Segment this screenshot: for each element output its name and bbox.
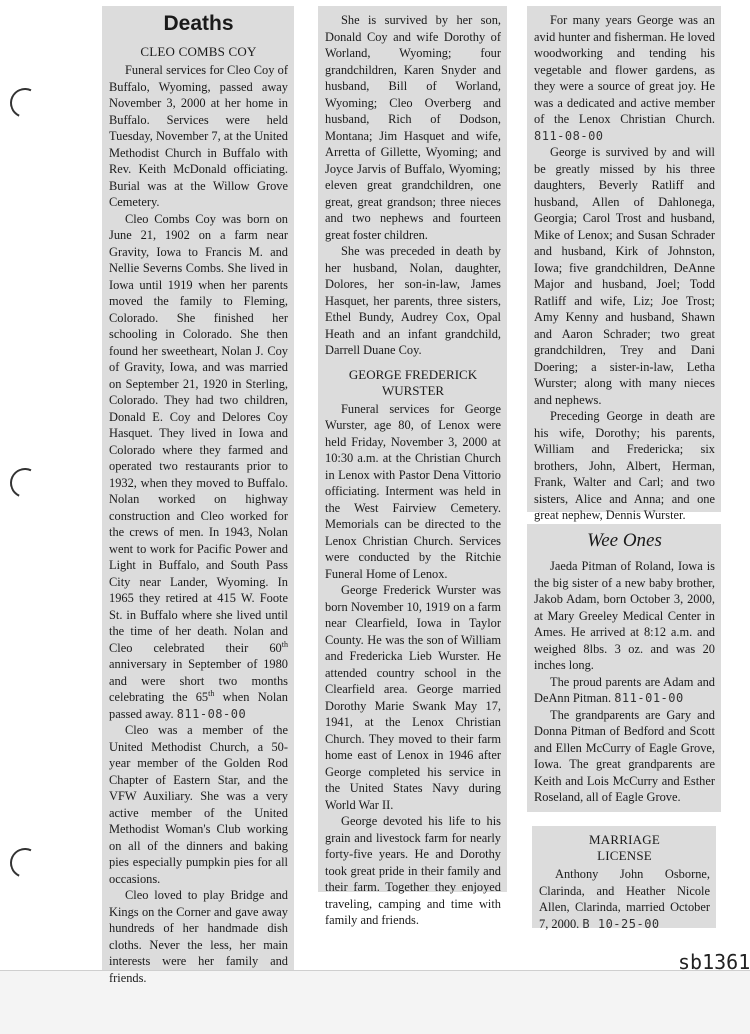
george-biography-paragraph: George Frederick Wurster was born November 10, 1919 on a farm near Clearfield, Iowa in Taylor County. He was the son of William and Fredericka Lieb Wurster. He attended country school in the Clearfield area. George married Dorothy Marie Swank May 17, 1941, at the Lenox Christian Church. They moved to their farm home east of Lenox in 1946 after George completed his service in the United States Navy during World War II. [325,583,501,812]
george-preceded-paragraph: Preceding George in death are his wife, Dorothy; his parents, William and Fredericka; six brothers, John, Albert, Herman, Frank, Walter and Carl; and two sisters, Alice and Anna; and one great nephew, Dennis Wurster. [534,409,715,522]
george-obituary-title: GEORGE FREDERICK WURSTER [348,366,478,398]
handwritten-date: 811-08-00 [176,706,247,721]
george-farm-paragraph: George devoted his life to his grain and livestock farm for nearly forty-five years. He and Dorothy took great pride in their family and their farm. Together they enjoyed traveling, camping and time with family and friends. [325,814,501,927]
wee-ones-clipping [527,524,721,812]
wee-ones-grandparents-paragraph: The grandparents are Gary and Donna Pitman of Bedford and Scott and Ellen McCurry of Eagle Grove, Iowa. The great grandparents are Keith and Lois McCurry and Esther Roseland, all of Eagle Grove. [534,707,715,804]
cleo-memberships-paragraph: Cleo was a member of the United Methodist Church, a 50-year member of the Golden Rod Chapter of Eastern Star, and the VFW Auxiliary. She was a very active member of the United Methodist Woman's Club working on all of the dinners and baking pies especially pumpkin pies for all occasions. [109,723,288,886]
handwritten-date: B 10-25-00 [582,916,660,931]
wee-ones-birth-paragraph: Jaeda Pitman of Roland, Iowa is the big sister of a new baby brother, Jakob Adam, born October 3, 2000, at Mary Greeley Medical Center in Ames. He arrived at 8:12 a.m. and weighed 8lbs. 3 oz. and was 20 inches long. [534,559,715,672]
cleo-preceded-paragraph: She was preceded in death by her husband, Nolan, daughter, Dolores, her son-in-law, James Hasquet, her parents, three sisters, Ethel Bundy, Audrey Cox, Opal Heath and an infant grandchild, Darrell Duane Coy. [325,244,501,357]
deaths-clipping-column-2 [318,6,507,927]
binder-hole-top [6,84,44,122]
marriage-license-paragraph: Anthony John Osborne, Clarinda, and Heather Nicole Allen, Clarinda, married October 7, 2000. B 10-25-00 [539,867,710,931]
wee-ones-parents-paragraph: The proud parents are Adam and DeAnn Pitman. 811-01-00 [534,674,715,705]
cleo-survivors-paragraph: She is survived by her son, Donald Coy and wife Dorothy of Worland, Wyoming; four grandchildren, Karen Snyder and husband, Bill of Worland, Wyoming; Cleo Overberg and husband, Rich of Dodson, Montana; Jim Hasquet and wife, Arretta of Gillette, Wyoming; and Joyce Jarvis of Buffalo, Wyoming; eleven great grandchildren, one great, great grandson; three nieces and two nephews and fourteen great foster children. [325,13,501,242]
george-survivors-paragraph: George is survived by and will be greatly missed by his three daughters, Beverly Ratliff and husband, Allen of Dahlonega, Georgia; Carol Trost and husband, Mike of Lenox; and Susan Schrader and husband, Kirk of Johnston, Iowa; five grandchildren, DeAnne Major and husband, Joel; Todd Ratliff and wife, Liz; Joe Trost; Amy Kenny and husband, Shawn and Aaron Schrader; two great grandchildren, Trey and Dani Doering; a sister-in-law, Letha Wurster; along with many nieces and nephews. [534,145,715,407]
deaths-heading: Deaths [163,12,234,35]
page-stamp: sb1361 [678,950,750,974]
binder-hole-middle [6,464,44,502]
deaths-clipping-column-1 [102,6,294,985]
binder-hole-bottom [6,844,44,882]
handwritten-date: 811-01-00 [614,691,684,705]
cleo-obituary-title: CLEO COMBS COY [140,44,257,59]
george-funeral-paragraph: Funeral services for George Wurster, age 80, of Lenox were held Friday, November 3, 2000 at 10:30 a.m. at the Christian Church in Lenox with Pastor Dena Vittorio officiating. Interment was held in the West Fairview Cemetery. Memorials can be directed to the Lenox Christian Church. Services were conducted by the Ritchie Funeral Home of Lenox. [325,401,501,581]
cleo-funeral-paragraph: Funeral services for Cleo Coy of Buffalo, Wyoming, passed away November 3, 2000 at her home in Buffalo. Services were held Tuesday, November 7, at the United Methodist Church in Buffalo with Rev. Keith McDonald officiating. Burial was at the Willow Grove Cemetery. [109,63,288,209]
george-hobbies-paragraph: For many years George was an avid hunter and fisherman. He loved woodworking and tending his vegetable and flower gardens, as they were a source of great joy. He was a dedicated and active member of the Lenox Christian Church. 811-08-00 [534,13,715,143]
deaths-clipping-column-3 [527,6,721,522]
cleo-interests-paragraph: Cleo loved to play Bridge and Kings on the Corner and gave away hundreds of her handmade dish cloths. Never the less, her main interests were her family and friends. [109,888,288,985]
handwritten-date: 811-08-00 [534,128,604,143]
marriage-license-clipping [532,826,716,931]
marriage-license-heading: MARRIAGE LICENSE [589,832,660,863]
wee-ones-heading: Wee Ones [587,530,662,551]
cleo-biography-paragraph: Cleo Combs Coy was born on June 21, 1902 on a farm near Gravity, Iowa to Francis M. and Nellie Severns Combs. She lived in Iowa until 1919 when her parents moved the family to Fleming, Colorado. She finished her schooling in Colorado. She then found her sweetheart, Nolan J. Coy of Gravity, Iowa, and was married on September 21, 1920 in Sterling, Colorado. They had two children, Donald E. Coy and Delores Coy Hasquet. They lived in Iowa and Colorado where they farmed and operated two restaurants prior to 1932, when they moved to Buffalo. Nolan worked on highway construction and Cleo worked for the crews of men. In 1943, Nolan went to work for Pacific Power and Light in Buffalo, and South Pass City near Lander, Wyoming. In 1965 they retired at 415 W. Foote St. in Buffalo where she lived until the time of her death. Nolan and Cleo celebrated their 60th anniversary in September of 1980 and were short two months celebrating the 65th when Nolan passed away. 811-08-00 [109,211,288,721]
